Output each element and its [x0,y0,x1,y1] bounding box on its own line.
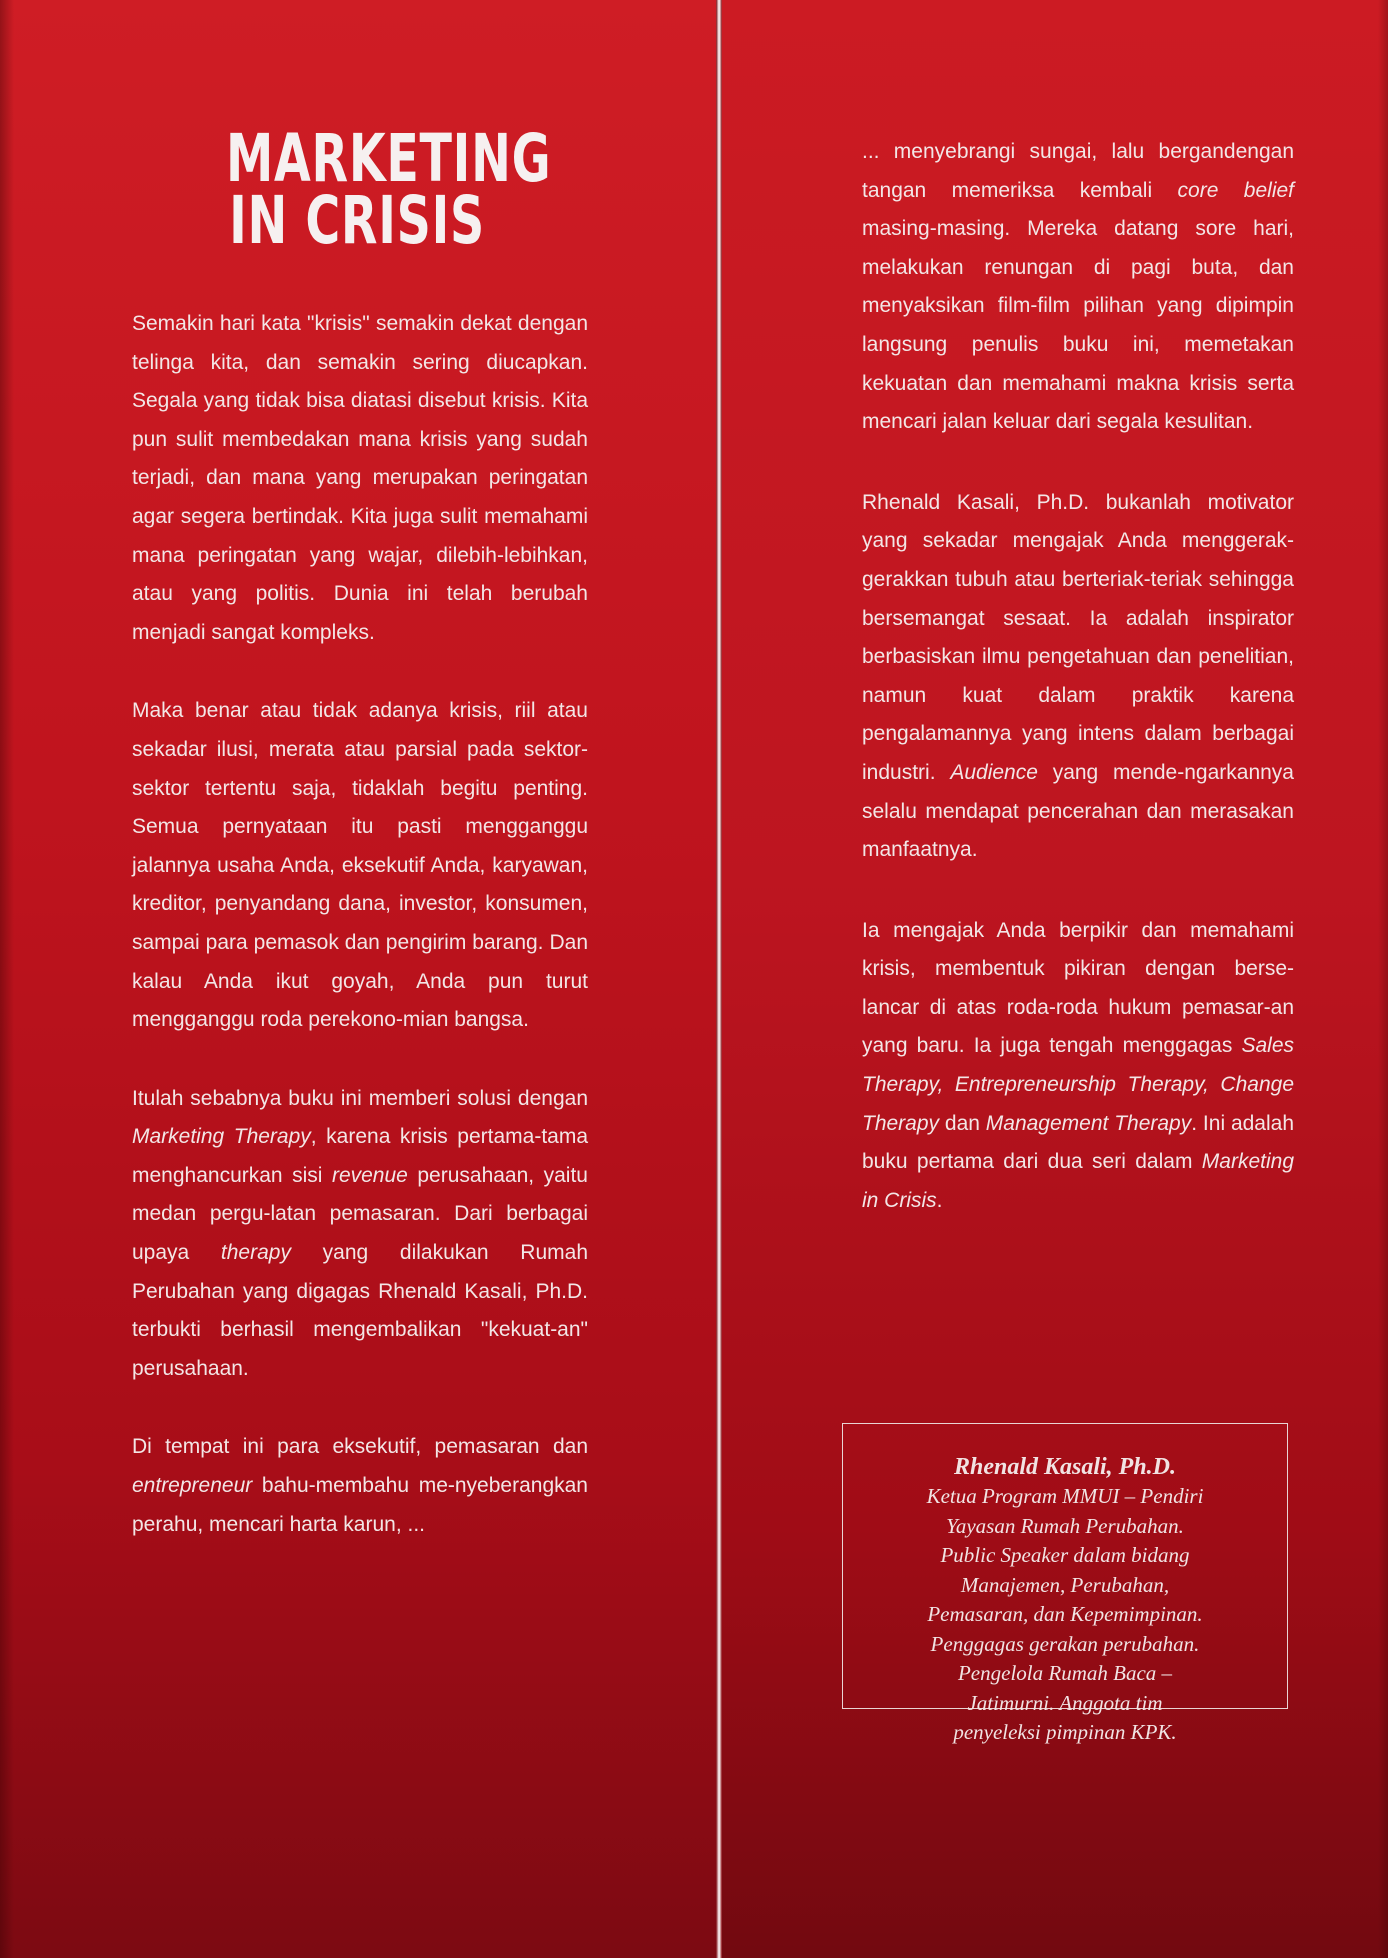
italic-term: Sales Therapy, Entrepreneurship Therapy, Change Therapy [862,1034,1294,1135]
author-name: Rhenald Kasali, Ph.D. [953,1454,1177,1480]
italic-term: entrepreneur [132,1474,253,1498]
text-run: Di tempat ini para eksekutif, pemasaran dan [132,1435,588,1459]
italic-term: Management Therapy [985,1111,1192,1135]
italic-term: revenue [331,1163,408,1187]
italic-term: therapy [220,1241,291,1265]
text-run: dan [939,1111,986,1135]
paragraph [862,484,1294,870]
italic-term: Marketing Therapy [132,1125,311,1149]
left-edge-shadow [0,0,14,1958]
italic-term: Audience [950,760,1038,784]
paragraph: Maka benar atau tidak adanya krisis, riil atau sekadar ilusi, merata atau parsial pada sektor-sektor tertentu saja, tidaklah begitu penting. Semua pernyataan itu pasti mengganggu jalannya usaha Anda, eksekutif Anda, karyawan, kreditor, penyandang dana, investor, konsumen, sampai para pemasok dan pengirim barang. Dan kalau Anda ikut goyah, Anda pun turut mengganggu roda perekono-mian bangsa. [132,699,588,1032]
author-bio-box [842,1423,1288,1744]
book-title-logo [226,120,552,268]
author-credentials [843,1482,1287,1748]
left-text-column [132,305,588,1584]
credential-line: Yayasan Rumah Perubahan. [946,1513,1184,1538]
right-text-column [862,133,1294,1262]
paragraph [862,912,1294,1221]
text-run: Itulah sebabnya buku ini memberi solusi dengan [132,1086,588,1110]
credential-line: Jatimurni. Anggota tim [967,1690,1163,1715]
italic-term: core belief [1177,178,1295,202]
text-run: Ia mengajak Anda berpikir dan memahami krisis, membentuk pikiran dengan berse-lancar di atas roda-roda hukum pemasar-an yang baru. Ia juga tengah menggagas [862,918,1294,1058]
paragraph [132,1428,588,1544]
text-run: masing-masing. Mereka datang sore hari, melakukan renungan di pagi buta, dan menyaksikan film-film pilihan yang dipimpin langsung penulis buku ini, memetakan kekuatan dan memahami makna krisis serta mencari jalan keluar dari segala kesulitan. [862,217,1294,434]
title-line-2: IN CRISIS [229,182,485,259]
paragraph: Semakin hari kata "krisis" semakin dekat dengan telinga kita, dan semakin sering diucapkan. Segala yang tidak bisa diatasi disebut krisis. Kita pun sulit membedakan mana krisis yang sudah terjadi, dan mana yang merupakan peringatan agar segera bertindak. Kita juga sulit memahami mana peringatan yang wajar, dilebih-lebihkan, atau yang politis. Dunia ini telah berubah menjadi sangat kompleks. [132,312,588,644]
credential-line: Manajemen, Perubahan, [960,1572,1170,1597]
text-run: , karena krisis pertama-tama menghancurkan sisi [132,1125,589,1187]
text-run: yang mende-ngarkannya selalu mendapat pencerahan dan merasakan manfaatnya. [862,760,1294,862]
paragraph [132,1080,588,1389]
text-run: . [936,1188,943,1212]
text-run: perusahaan, yaitu medan pergu-latan pemasaran. Dari berbagai upaya [132,1163,588,1265]
text-run: . Ini adalah buku pertama dari dua seri dalam [862,1111,1295,1174]
credential-line: penyeleksi pimpinan KPK. [953,1720,1177,1744]
text-run: bahu-membahu me-nyeberangkan perahu, mencari harta karun, ... [132,1474,588,1536]
title-line-1: MARKETING [226,120,552,197]
credential-line: Ketua Program MMUI – Pendiri [926,1484,1204,1508]
italic-term: Marketing in Crisis [862,1150,1294,1212]
text-run: yang dilakukan Rumah Perubahan yang digagas Rhenald Kasali, Ph.D. terbukti berhasil mengembalikan "kekuat-an" perusahaan. [132,1241,588,1380]
text-run: ... menyebrangi sungai, lalu bergandengan tangan memeriksa kembali [862,140,1294,202]
credential-line: Pengelola Rumah Baca – [957,1661,1173,1685]
paragraph [862,133,1294,442]
text-run: Rhenald Kasali, Ph.D. bukanlah motivator yang sekadar mengajak Anda menggerak-gerakkan tubuh atau berteriak-teriak sehingga bersemangat sesaat. Ia adalah inspirator berbasiskan ilmu pengetahuan dan penelitian, namun kuat dalam praktik karena pengalamannya yang intens dalam berbagai industri. [862,490,1294,784]
credential-line: Pemasaran, dan Kepemimpinan. [927,1602,1203,1626]
right-edge-shadow [1378,0,1388,1958]
credential-line: Penggagas gerakan perubahan. [930,1631,1200,1656]
credential-line: Public Speaker dalam bidang [940,1543,1190,1567]
